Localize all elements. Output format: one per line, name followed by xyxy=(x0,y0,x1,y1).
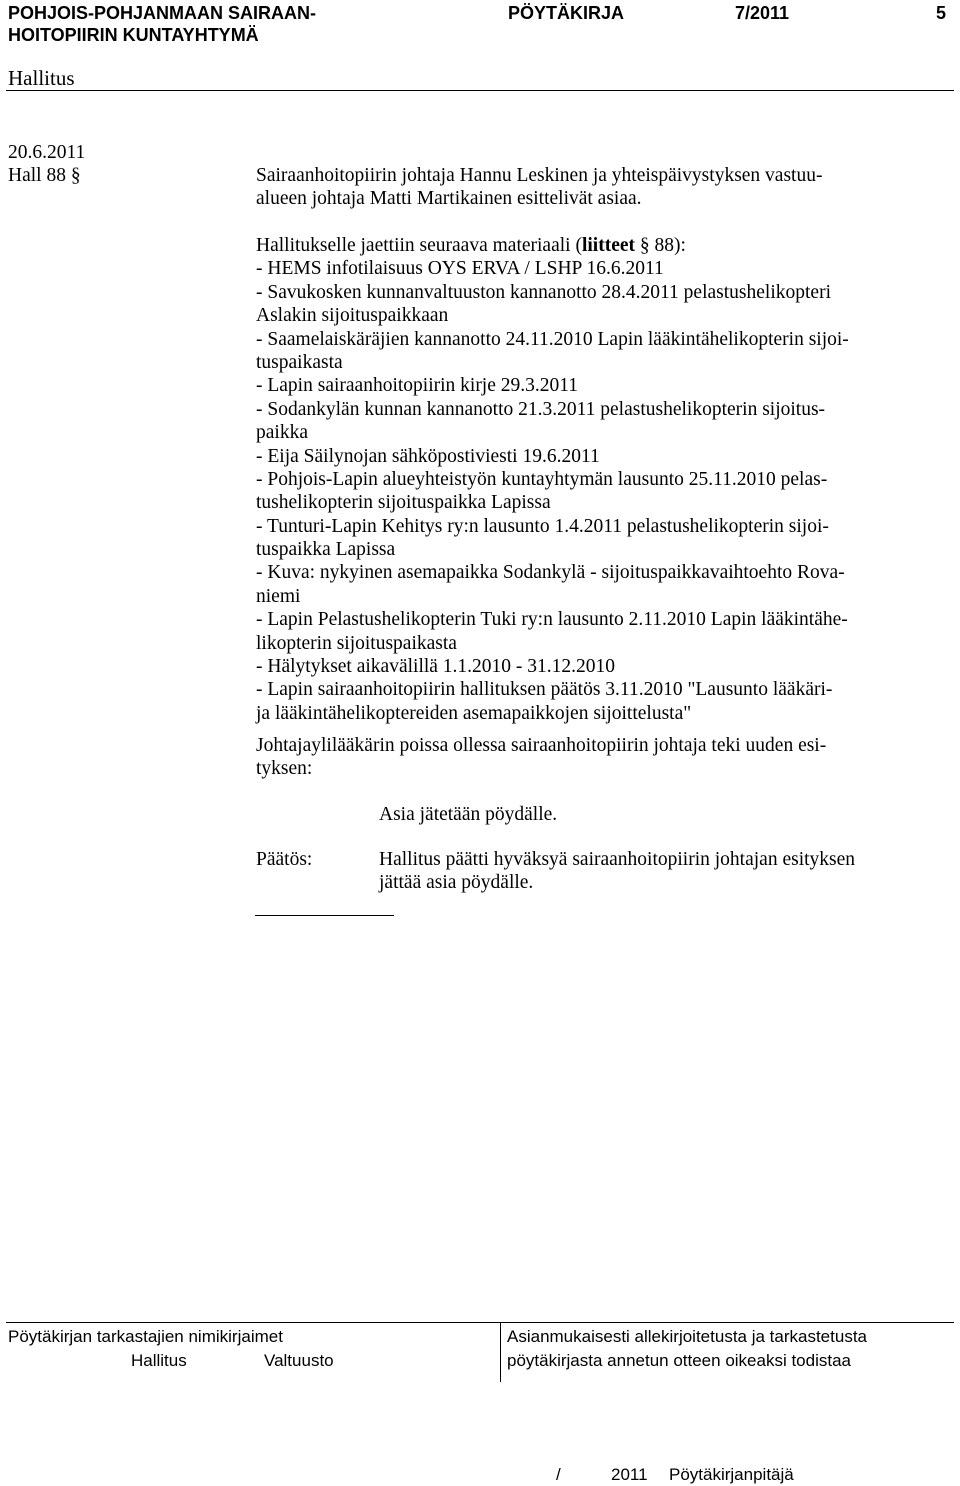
decision-text xyxy=(379,848,855,895)
proposal-intro-line: tyksen: xyxy=(256,758,313,780)
meeting-date: 20.6.2011 xyxy=(8,142,86,163)
document-type: PÖYTÄKIRJA xyxy=(508,3,625,23)
footer-certification-line1: Asianmukaisesti allekirjoitetusta ja tarkastetusta xyxy=(507,1327,867,1346)
attachment-line: - Savukosken kunnanvaltuuston kannanotto 28.4.2011 pelastushelikopteri xyxy=(256,281,831,303)
attachments-keyword: liitteet xyxy=(581,235,635,256)
attachment-line: - Tunturi-Lapin Kehitys ry:n lausunto 1.4.2011 pelastushelikopterin sijoi- xyxy=(256,515,829,537)
attachment-line: - Sodankylän kunnan kannanotto 21.3.2011 pelastushelikopterin sijoitus- xyxy=(256,398,826,420)
attachment-line: tuspaikka Lapissa xyxy=(256,539,396,561)
intro-paragraph xyxy=(256,164,822,211)
footer-initials-title: Pöytäkirjan tarkastajien nimikirjaimet xyxy=(8,1327,283,1346)
attachments-block xyxy=(256,234,849,725)
proposal-intro-paragraph xyxy=(256,734,826,781)
attachments-intro xyxy=(256,234,849,257)
attachment-line: - Lapin sairaanhoitopiirin hallituksen päätös 3.11.2010 "Lausunto lääkäri- xyxy=(256,679,833,701)
proposal-text: Asia jätetään pöydälle. xyxy=(379,804,558,825)
attachment-line: likopterin sijoituspaikasta xyxy=(256,632,457,654)
attachment-line: - Hälytykset aikavälillä 1.1.2010 - 31.12.2010 xyxy=(256,656,616,678)
footer-date-slash: / xyxy=(556,1465,561,1484)
intro-line: Sairaanhoitopiirin johtaja Hannu Leskinen ja yhteispäivystyksen vastuu- xyxy=(256,165,823,186)
attachment-line: tushelikopterin sijoituspaikka Lapissa xyxy=(256,492,551,514)
attachment-line: - Eija Säilynojan sähköpostiviesti 19.6.2011 xyxy=(256,445,600,467)
proposal-intro-line: Johtajaylilääkärin poissa ollessa sairaanhoitopiirin johtaja teki uuden esi- xyxy=(256,735,827,756)
decision-label: Päätös: xyxy=(256,849,313,870)
attachment-line: - Lapin Pelastushelikopterin Tuki ry:n lausunto 2.11.2010 Lapin lääkintähe- xyxy=(256,609,848,631)
attachment-line: - Pohjois-Lapin alueyhteistyön kuntayhtymän lausunto 25.11.2010 pelas- xyxy=(256,468,828,490)
footer-initials-council: Valtuusto xyxy=(264,1351,334,1370)
attachment-line: tuspaikasta xyxy=(256,351,343,373)
footer-certification-line2: pöytäkirjasta annetun otteen oikeaksi todistaa xyxy=(507,1351,852,1370)
page-number: 5 xyxy=(936,3,947,23)
footer-divider xyxy=(500,1322,501,1382)
attachment-line: - Lapin sairaanhoitopiirin kirje 29.3.2011 xyxy=(256,375,579,397)
decision-line: jättää asia pöydälle. xyxy=(379,872,534,894)
end-of-item-rule xyxy=(255,915,394,916)
attachment-line: - Kuva: nykyinen asemapaikka Sodankylä - sijoituspaikkavaihtoehto Rova- xyxy=(256,562,845,584)
intro-line: alueen johtaja Matti Martikainen esittelivät asiaa. xyxy=(256,188,642,210)
header-rule xyxy=(6,90,954,91)
footer-rule xyxy=(6,1322,954,1323)
attachments-intro-ref: § 88): xyxy=(635,235,686,256)
organization-name-line2: HOITOPIIRIN KUNTAYHTYMÄ xyxy=(8,25,259,45)
footer-initials-board: Hallitus xyxy=(131,1351,187,1370)
decision-line: Hallitus päätti hyväksyä sairaanhoitopiirin johtajan esityksen xyxy=(379,849,856,870)
attachment-line: Aslakin sijoituspaikkaan xyxy=(256,305,449,327)
attachment-line: - HEMS infotilaisuus OYS ERVA / LSHP 16.6.2011 xyxy=(256,258,664,280)
attachment-line: ja lääkintähelikoptereiden asemapaikkojen sijoittelusta" xyxy=(256,702,692,724)
organization-name-line1: POHJOIS-POHJANMAAN SAIRAAN- xyxy=(8,3,317,23)
attachment-line: paikka xyxy=(256,422,308,444)
attachments-intro-text: Hallitukselle jaettiin seuraava materiaali ( xyxy=(256,235,582,256)
attachment-line: - Saamelaiskäräjien kannanotto 24.11.2010 Lapin lääkintähelikopterin sijoi- xyxy=(256,328,849,350)
footer-secretary-role: Pöytäkirjanpitäjä xyxy=(669,1465,794,1484)
footer-year: 2011 xyxy=(611,1465,648,1484)
attachment-line: niemi xyxy=(256,585,301,607)
section-name: Hallitus xyxy=(8,66,75,90)
document-number: 7/2011 xyxy=(735,3,790,23)
item-reference: Hall 88 § xyxy=(8,165,81,186)
